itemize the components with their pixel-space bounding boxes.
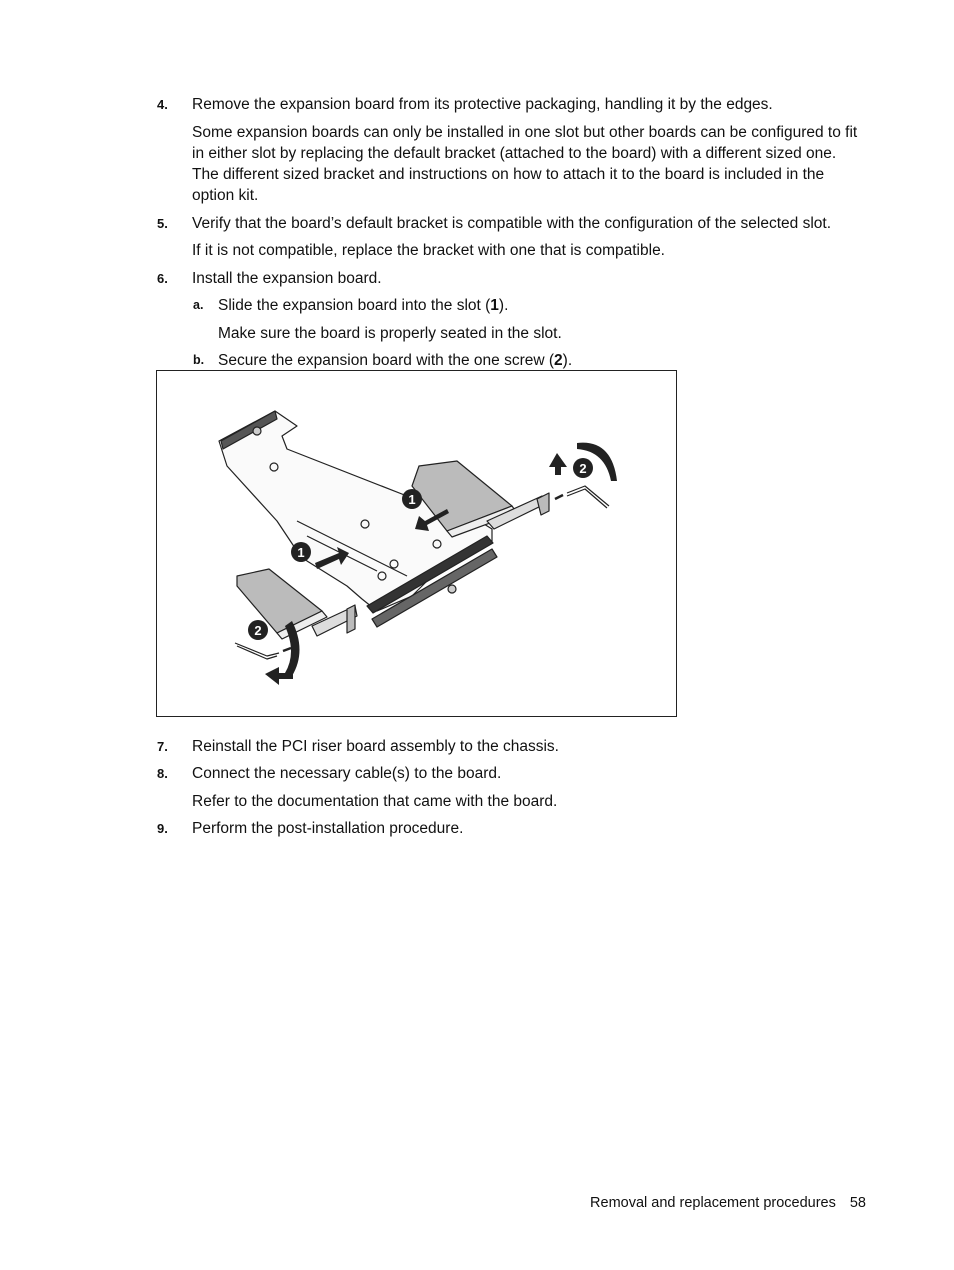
- thumbscrew: [253, 427, 261, 435]
- screwdriver: [567, 486, 609, 506]
- riser-board-illustration: [157, 371, 676, 716]
- step-number: 8.: [157, 766, 168, 781]
- callout-label: 2: [579, 461, 587, 476]
- rotate-arrow: [549, 453, 567, 475]
- page-footer: [560, 1193, 866, 1213]
- step-number: 5.: [157, 216, 168, 231]
- step-text: Connect the necessary cable(s) to the board.: [192, 765, 502, 782]
- substep-note: Make sure the board is properly seated in the slot.: [218, 325, 562, 342]
- step-text: Reinstall the PCI riser board assembly to the chassis.: [192, 738, 559, 755]
- step-number: 9.: [157, 821, 168, 836]
- step-note: If it is not compatible, replace the bracket with one that is compatible.: [192, 242, 665, 259]
- installation-figure: [156, 370, 677, 717]
- step-note: Some expansion boards can only be installed in one slot but other boards can be configured to fit in either slot by replacing the default bracket (attached to the board) with a different sized one. The different sized bracket and instructions on how to attach it to the board is included in the option kit.: [192, 124, 858, 204]
- step-text: Remove the expansion board from its protective packaging, handling it by the edges.: [192, 96, 773, 113]
- screw: [555, 495, 563, 499]
- step-text: Perform the post-installation procedure.: [192, 820, 464, 837]
- substep-text: Secure the expansion board with the one screw (2).: [218, 352, 573, 369]
- callout-ref: 1: [490, 297, 499, 314]
- step-number: 6.: [157, 271, 168, 286]
- step-note: Refer to the documentation that came with the board.: [192, 793, 558, 810]
- step-text: Install the expansion board.: [192, 270, 382, 287]
- page-number: 58: [849, 1195, 866, 1211]
- callout-label: 1: [297, 545, 305, 560]
- step-number: 7.: [157, 739, 168, 754]
- substep-letter: b.: [193, 353, 205, 367]
- substep-letter: a.: [193, 298, 204, 312]
- step-number: 4.: [157, 97, 168, 112]
- footer-section-title: Removal and replacement procedures: [590, 1195, 836, 1211]
- substep-text: Slide the expansion board into the slot (1).: [218, 297, 509, 314]
- callout-ref: 2: [554, 352, 563, 369]
- callout-label: 1: [408, 492, 416, 507]
- thumbscrew: [448, 585, 456, 593]
- callout-label: 2: [254, 623, 262, 638]
- step-text: Verify that the board’s default bracket is compatible with the configuration of the selected slot.: [192, 215, 832, 232]
- screw: [283, 648, 291, 651]
